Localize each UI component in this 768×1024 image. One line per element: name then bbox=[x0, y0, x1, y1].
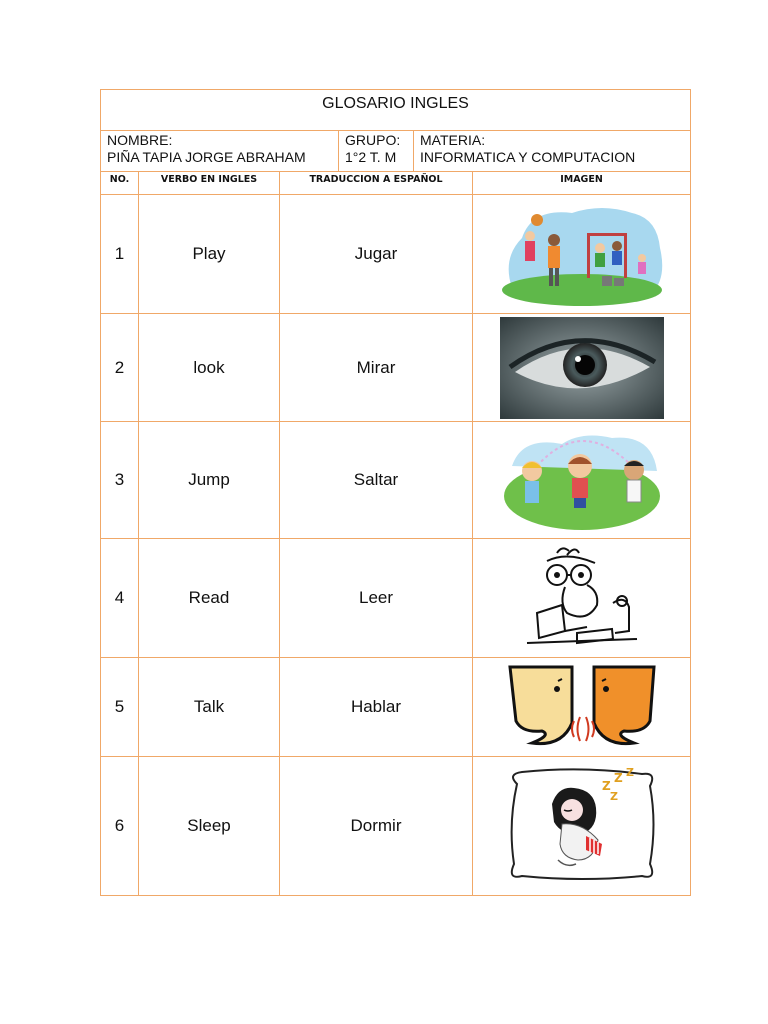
materia-value: INFORMATICA Y COMPUTACION bbox=[420, 149, 636, 165]
svg-text:Z: Z bbox=[609, 790, 618, 803]
svg-text:Z: Z bbox=[601, 779, 611, 793]
nombre-label: NOMBRE: bbox=[107, 132, 173, 148]
header-verb: VERBO EN INGLES bbox=[139, 172, 280, 194]
table-row bbox=[101, 658, 690, 757]
jump-rope-icon bbox=[502, 426, 662, 534]
row-verb: look bbox=[139, 314, 280, 421]
eye-icon bbox=[500, 317, 664, 419]
row-number: 2 bbox=[101, 314, 139, 421]
materia-cell bbox=[414, 131, 690, 171]
row-verb: Sleep bbox=[139, 757, 280, 895]
row-translation: Hablar bbox=[280, 658, 473, 756]
nombre-cell bbox=[101, 131, 339, 171]
row-verb: Jump bbox=[139, 422, 280, 538]
grupo-cell bbox=[339, 131, 414, 171]
svg-text:Z: Z bbox=[613, 771, 623, 785]
kids-playing-icon bbox=[492, 198, 672, 310]
row-image bbox=[473, 539, 690, 657]
grupo-label: GRUPO: bbox=[345, 132, 401, 148]
row-verb: Play bbox=[139, 195, 280, 313]
materia-label: MATERIA: bbox=[420, 132, 486, 148]
nombre-value: PIÑA TAPIA JORGE ABRAHAM bbox=[107, 149, 306, 165]
column-headers bbox=[101, 172, 690, 195]
row-translation: Jugar bbox=[280, 195, 473, 313]
reading-bird-icon bbox=[517, 543, 647, 653]
row-image bbox=[473, 195, 690, 313]
row-verb: Read bbox=[139, 539, 280, 657]
table-row bbox=[101, 422, 690, 539]
table-row bbox=[101, 539, 690, 658]
row-image bbox=[473, 658, 690, 756]
row-translation: Leer bbox=[280, 539, 473, 657]
glossary-table bbox=[100, 89, 691, 896]
svg-text:Z: Z bbox=[625, 766, 634, 779]
table-row bbox=[101, 195, 690, 314]
row-number: 6 bbox=[101, 757, 139, 895]
table-row bbox=[101, 314, 690, 422]
sleeping-girl-icon bbox=[502, 764, 662, 888]
row-image bbox=[473, 314, 690, 421]
row-image bbox=[473, 422, 690, 538]
talking-faces-icon bbox=[502, 661, 662, 753]
grupo-value: 1°2 T. M bbox=[345, 149, 397, 165]
student-info-row bbox=[101, 131, 690, 172]
row-number: 4 bbox=[101, 539, 139, 657]
table-row bbox=[101, 757, 690, 895]
row-number: 1 bbox=[101, 195, 139, 313]
row-translation: Saltar bbox=[280, 422, 473, 538]
header-translation: TRADUCCION A ESPAÑOL bbox=[280, 172, 473, 194]
row-number: 3 bbox=[101, 422, 139, 538]
header-image: IMAGEN bbox=[560, 174, 603, 185]
row-translation: Mirar bbox=[280, 314, 473, 421]
row-number: 5 bbox=[101, 658, 139, 756]
row-translation: Dormir bbox=[280, 757, 473, 895]
row-verb: Talk bbox=[139, 658, 280, 756]
page-title: GLOSARIO INGLES bbox=[101, 90, 690, 131]
row-image bbox=[473, 757, 690, 895]
header-no: NO. bbox=[101, 172, 139, 194]
